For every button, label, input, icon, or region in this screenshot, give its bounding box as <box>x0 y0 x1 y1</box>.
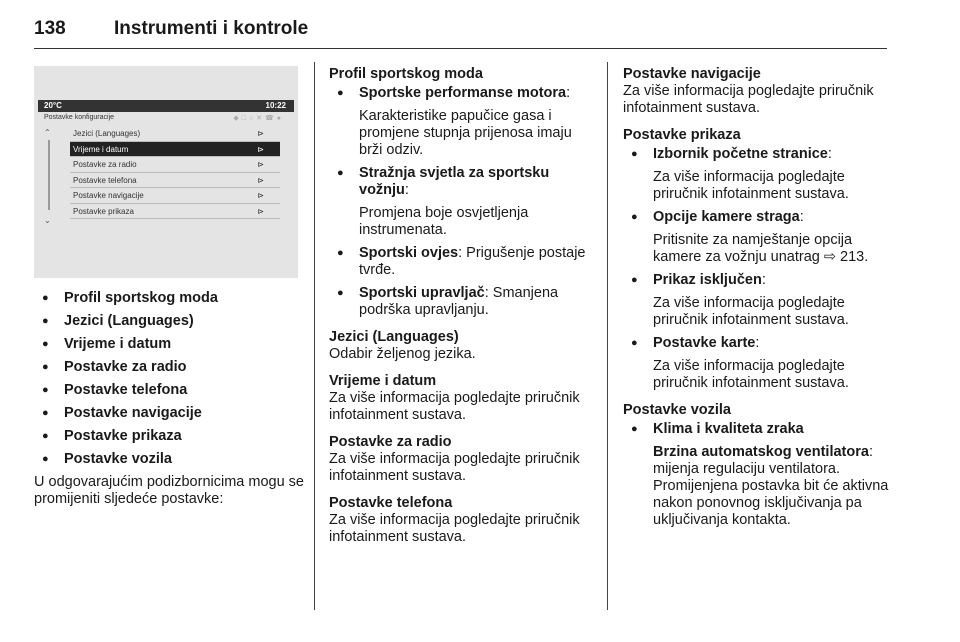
list-item: ● Klima i kvaliteta zraka <box>623 421 893 438</box>
list-item: ● Postavke telefona <box>34 382 304 399</box>
paragraph: Za više informacija pogledajte priručnik infotainment sustava. <box>329 512 580 545</box>
list-item: ● Postavke za radio <box>34 359 304 376</box>
chevron-right-icon: ⊳ <box>257 191 264 200</box>
paragraph: Za više informacija pogledajte priručnik infotainment sustava. <box>653 358 849 391</box>
menu-item-selected: Vrijeme i datum ⊳ <box>70 142 280 158</box>
list-item: ● Postavke navigacije <box>34 405 304 422</box>
list-item: ● Opcije kamere straga: <box>623 209 893 226</box>
page-title: Instrumenti i kontrole <box>114 18 309 39</box>
temperature-label: 20°C <box>44 101 62 110</box>
list-item: ● Stražnja svjetla za sportsku vožnju: <box>329 165 599 199</box>
list-item: ● Vrijeme i datum <box>34 336 304 353</box>
scroll-down-icon: ⌄ <box>44 216 51 225</box>
status-bar <box>38 100 294 112</box>
list-item: ● Profil sportskog moda <box>34 290 304 307</box>
section-heading: Vrijeme i datum <box>329 373 437 389</box>
screen-title: Postavke konfiguracije <box>44 114 115 121</box>
section-heading: Profil sportskog moda <box>329 66 483 82</box>
chevron-right-icon: ⊳ <box>257 160 264 169</box>
paragraph: Karakteristike papučice gasa i promjene stupnja prijenosa imaju brži odziv. <box>359 108 572 158</box>
menu-item: Postavke za radio ⊳ <box>70 157 280 173</box>
list-item: ● Sportske performanse motora: <box>329 85 599 102</box>
paragraph: Promjena boje osvjetljenja instrumenata. <box>359 205 529 238</box>
column-2 <box>329 66 599 546</box>
scrollbar <box>48 140 50 210</box>
paragraph: Za više informacija pogledajte priručnik infotainment sustava. <box>329 451 580 484</box>
section-heading: Postavke prikaza <box>623 127 741 143</box>
header-rule <box>34 48 887 49</box>
section-heading: Postavke navigacije <box>623 66 761 82</box>
scroll-up-icon: ⌃ <box>44 128 51 137</box>
list-item: ● Prikaz isključen: <box>623 272 893 289</box>
status-icons: ◆□○✕☎● <box>233 115 284 122</box>
list-item: ● Postavke prikaza <box>34 428 304 445</box>
list-item: ● Izbornik početne stranice: <box>623 146 893 163</box>
section-heading: Postavke za radio <box>329 434 452 450</box>
paragraph: Za više informacija pogledajte priručnik infotainment sustava. <box>329 390 580 423</box>
chevron-right-icon: ⊳ <box>257 144 264 154</box>
settings-menu <box>70 126 280 219</box>
section-heading: Jezici (Languages) <box>329 329 459 345</box>
screenshot-figure <box>34 66 298 278</box>
list-item: ● Postavke karte: <box>623 335 893 352</box>
paragraph: Za više informacija pogledajte priručnik infotainment sustava. <box>653 169 849 202</box>
menu-item: Jezici (Languages) ⊳ <box>70 126 280 142</box>
paragraph: Brzina automatskog ventilatora: mijenja regulaciju ventilatora. Promijenjena postavka bit će aktivna nakon ponovnog isključivanja pa uključivanja kontakta. <box>653 444 889 528</box>
paragraph: Odabir željenog jezika. <box>329 346 476 362</box>
column-3 <box>623 66 893 535</box>
section-heading: Postavke vozila <box>623 402 731 418</box>
column-divider <box>607 62 608 610</box>
column-divider <box>314 62 315 610</box>
paragraph: Pritisnite za namještanje opcija kamere za vožnju unatrag ⇨ 213. <box>653 232 869 265</box>
menu-item: Postavke navigacije ⊳ <box>70 188 280 204</box>
column-1 <box>34 290 304 508</box>
paragraph: Za više informacija pogledajte priručnik infotainment sustava. <box>623 83 874 116</box>
chevron-right-icon: ⊳ <box>257 175 264 185</box>
clock-label: 10:22 <box>265 101 286 110</box>
list-item: ● Jezici (Languages) <box>34 313 304 330</box>
page-number: 138 <box>34 18 66 39</box>
menu-item: Postavke prikaza ⊳ <box>70 204 280 220</box>
chevron-right-icon: ⊳ <box>257 206 264 216</box>
list-item: ● Sportski ovjes: Prigušenje postaje tvrđe. <box>329 245 599 279</box>
chevron-right-icon: ⊳ <box>257 129 264 138</box>
paragraph: U odgovarajućim podizbornicima mogu se promijeniti sljedeće postavke: <box>34 474 304 507</box>
paragraph: Za više informacija pogledajte priručnik infotainment sustava. <box>653 295 849 328</box>
section-heading: Postavke telefona <box>329 495 453 511</box>
menu-item: Postavke telefona ⊳ <box>70 173 280 189</box>
list-item: ● Sportski upravljač: Smanjena podrška upravljanju. <box>329 285 599 319</box>
list-item: ● Postavke vozila <box>34 451 304 468</box>
